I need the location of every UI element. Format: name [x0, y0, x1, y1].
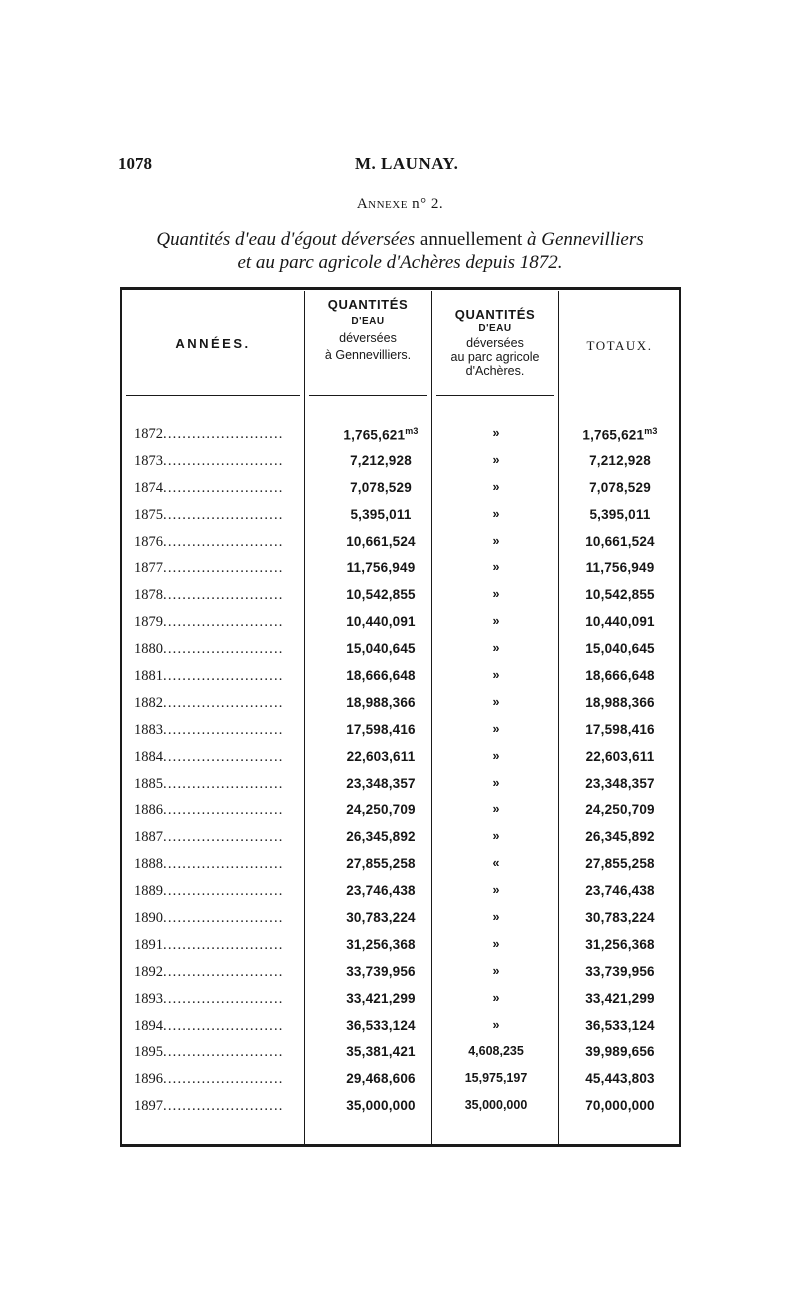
header-line: QUANTITÉS [327, 297, 409, 312]
year-cell: 1892......................... [134, 963, 284, 980]
total-cell: 45,443,803 [585, 1071, 655, 1087]
acheres-cell: » [492, 1017, 500, 1032]
caption-italic-start: Quantités d'eau d'égout déversées [156, 229, 416, 250]
table-row [130, 1094, 680, 1121]
gennevilliers-cell: 26,345,892 [346, 829, 416, 845]
acheres-cell: » [492, 560, 500, 575]
table-row [130, 637, 680, 664]
year-cell: 1876......................... [134, 533, 284, 550]
page-number: 1078 [118, 154, 152, 173]
year-cell: 1897......................... [134, 1098, 284, 1115]
caption-roman: annuellement [415, 229, 527, 250]
table-row [130, 503, 680, 530]
acheres-cell: » [492, 910, 500, 925]
header-line: D'EAU [351, 316, 385, 327]
header-line: à Gennevilliers. [324, 348, 412, 362]
author-name: M. LAUNAY. [355, 154, 459, 173]
table-row [130, 852, 680, 879]
year-cell: 1882......................... [134, 694, 284, 711]
acheres-cell: 15,975,197 [464, 1071, 528, 1086]
table-row [130, 1040, 680, 1067]
gennevilliers-cell: $1,765,621^{m3}$ [343, 426, 419, 443]
header-rule [436, 395, 554, 396]
acheres-cell: « [492, 856, 500, 871]
total-cell: 26,345,892 [585, 829, 655, 845]
header-line: QUANTITÉS [454, 307, 536, 322]
acheres-cell: » [492, 452, 500, 467]
acheres-cell: » [492, 990, 500, 1005]
unit-label: m3 [405, 426, 419, 436]
acheres-cell: » [492, 802, 500, 817]
table-body [130, 422, 680, 1121]
gennevilliers-cell: 7,212,928 [350, 452, 412, 468]
gennevilliers-cell: 23,348,357 [346, 775, 416, 791]
year-cell: 1893......................... [134, 990, 284, 1007]
total-cell: 33,421,299 [585, 990, 655, 1006]
gennevilliers-cell: 36,533,124 [346, 1017, 416, 1033]
total-cell: 33,739,956 [585, 963, 655, 979]
gennevilliers-cell: 22,603,611 [346, 748, 416, 764]
acheres-cell: » [492, 721, 500, 736]
total-cell: 22,603,611 [585, 748, 655, 764]
acheres-cell: » [492, 694, 500, 709]
table-row [130, 879, 680, 906]
gennevilliers-cell: 7,078,529 [350, 479, 412, 495]
total-cell: 7,212,928 [589, 452, 651, 468]
total-cell: 17,598,416 [585, 721, 655, 737]
year-cell: 1889......................... [134, 883, 284, 900]
table-row [130, 798, 680, 825]
year-cell: 1881......................... [134, 668, 284, 685]
year-cell: 1890......................... [134, 910, 284, 927]
total-cell: 70,000,000 [585, 1098, 655, 1114]
total-cell: 30,783,224 [585, 910, 655, 926]
year-cell: 1888......................... [134, 856, 284, 873]
gennevilliers-cell: 18,988,366 [346, 694, 416, 710]
gennevilliers-cell: 29,468,606 [346, 1071, 416, 1087]
total-cell: 23,746,438 [585, 883, 655, 899]
table-row [130, 960, 680, 987]
header-rule [126, 395, 300, 396]
table-caption [0, 228, 800, 274]
year-cell: 1883......................... [134, 721, 284, 738]
total-cell: 11,756,949 [585, 560, 655, 576]
acheres-cell: » [492, 936, 500, 951]
gennevilliers-cell: 33,421,299 [346, 990, 416, 1006]
acheres-cell: 4,608,235 [468, 1044, 524, 1059]
acheres-cell: » [492, 533, 500, 548]
table-row [130, 906, 680, 933]
header-line: D'EAU [478, 323, 512, 334]
caption-line-2: et au parc agricole d'Achères depuis 1872. [237, 252, 563, 273]
year-cell: 1894......................... [134, 1017, 284, 1034]
table-row [130, 530, 680, 557]
acheres-cell: » [492, 587, 500, 602]
table-row [130, 691, 680, 718]
header-rule [309, 395, 427, 396]
year-cell: 1877......................... [134, 560, 284, 577]
gennevilliers-cell: 35,381,421 [346, 1044, 416, 1060]
year-cell: 1872......................... [134, 426, 284, 442]
year-cell: 1895......................... [134, 1044, 284, 1061]
table-row [130, 933, 680, 960]
total-cell: 10,661,524 [585, 533, 655, 549]
gennevilliers-cell: 27,855,258 [346, 856, 416, 872]
column-header-acheres [432, 308, 558, 378]
header-line: au parc agricole [450, 350, 540, 364]
table-row [130, 987, 680, 1014]
table-row [130, 825, 680, 852]
gennevilliers-cell: 10,440,091 [346, 614, 416, 630]
total-cell: $1,765,621^{m3}$ [582, 426, 658, 443]
column-header-gennevilliers [305, 296, 431, 364]
table-row [130, 745, 680, 772]
total-cell: 10,542,855 [585, 587, 655, 603]
header-line: déversées [466, 336, 524, 350]
total-cell: 31,256,368 [585, 936, 655, 952]
column-header-totals: TOTAUX. [586, 338, 653, 353]
caption-italic-end: à Gennevilliers [527, 229, 644, 250]
acheres-cell: » [492, 506, 500, 521]
table-row [130, 449, 680, 476]
year-cell: 1896......................... [134, 1071, 284, 1088]
column-header-years: ANNÉES. [175, 336, 251, 351]
total-cell: 23,348,357 [585, 775, 655, 791]
acheres-cell: » [492, 479, 500, 494]
year-cell: 1887......................... [134, 829, 284, 846]
annexe-label: Annexe [356, 196, 408, 212]
unit-label: m3 [644, 426, 658, 436]
gennevilliers-cell: 5,395,011 [350, 506, 412, 522]
year-cell: 1879......................... [134, 614, 284, 631]
gennevilliers-cell: 15,040,645 [346, 641, 416, 657]
total-cell: 15,040,645 [585, 641, 655, 657]
total-cell: 36,533,124 [585, 1017, 655, 1033]
year-cell: 1874......................... [134, 479, 284, 496]
gennevilliers-cell: 24,250,709 [346, 802, 416, 818]
year-cell: 1884......................... [134, 748, 284, 765]
year-cell: 1885......................... [134, 775, 284, 792]
year-cell: 1873......................... [134, 452, 284, 469]
year-cell: 1875......................... [134, 506, 284, 523]
total-cell: 24,250,709 [585, 802, 655, 818]
table-row [130, 772, 680, 799]
acheres-cell: » [492, 829, 500, 844]
gennevilliers-cell: 30,783,224 [346, 910, 416, 926]
gennevilliers-cell: 18,666,648 [346, 668, 416, 684]
acheres-cell: » [492, 641, 500, 656]
gennevilliers-cell: 33,739,956 [346, 963, 416, 979]
annexe-number: n° 2. [412, 196, 444, 212]
table-row [130, 664, 680, 691]
total-cell: 5,395,011 [589, 506, 651, 522]
total-cell: 18,988,366 [585, 694, 655, 710]
table-row [130, 1014, 680, 1041]
table-row [130, 583, 680, 610]
acheres-cell: » [492, 426, 500, 440]
acheres-cell: » [492, 883, 500, 898]
gennevilliers-cell: 31,256,368 [346, 936, 416, 952]
table-row [130, 422, 680, 449]
total-cell: 7,078,529 [589, 479, 651, 495]
gennevilliers-cell: 17,598,416 [346, 721, 416, 737]
table-row [130, 610, 680, 637]
table-row [130, 476, 680, 503]
running-head [0, 154, 800, 180]
header-line: d'Achères. [465, 364, 525, 378]
year-cell: 1891......................... [134, 936, 284, 953]
table-row [130, 556, 680, 583]
table-row [130, 1067, 680, 1094]
table-row [130, 718, 680, 745]
acheres-cell: » [492, 614, 500, 629]
acheres-cell: » [492, 963, 500, 978]
total-cell: 10,440,091 [585, 614, 655, 630]
acheres-cell: » [492, 748, 500, 763]
header-line: déversées [339, 331, 397, 345]
gennevilliers-cell: 23,746,438 [346, 883, 416, 899]
year-cell: 1878......................... [134, 587, 284, 604]
gennevilliers-cell: 10,542,855 [346, 587, 416, 603]
total-cell: 27,855,258 [585, 856, 655, 872]
year-cell: 1880......................... [134, 641, 284, 658]
year-cell: 1886......................... [134, 802, 284, 819]
gennevilliers-cell: 35,000,000 [346, 1098, 416, 1114]
acheres-cell: 35,000,000 [464, 1098, 528, 1113]
acheres-cell: » [492, 775, 500, 790]
gennevilliers-cell: 11,756,949 [346, 560, 416, 576]
total-cell: 39,989,656 [585, 1044, 655, 1060]
acheres-cell: » [492, 668, 500, 683]
total-cell: 18,666,648 [585, 668, 655, 684]
gennevilliers-cell: 10,661,524 [346, 533, 416, 549]
caption-line-1 [0, 228, 800, 251]
annexe-title [0, 196, 800, 213]
